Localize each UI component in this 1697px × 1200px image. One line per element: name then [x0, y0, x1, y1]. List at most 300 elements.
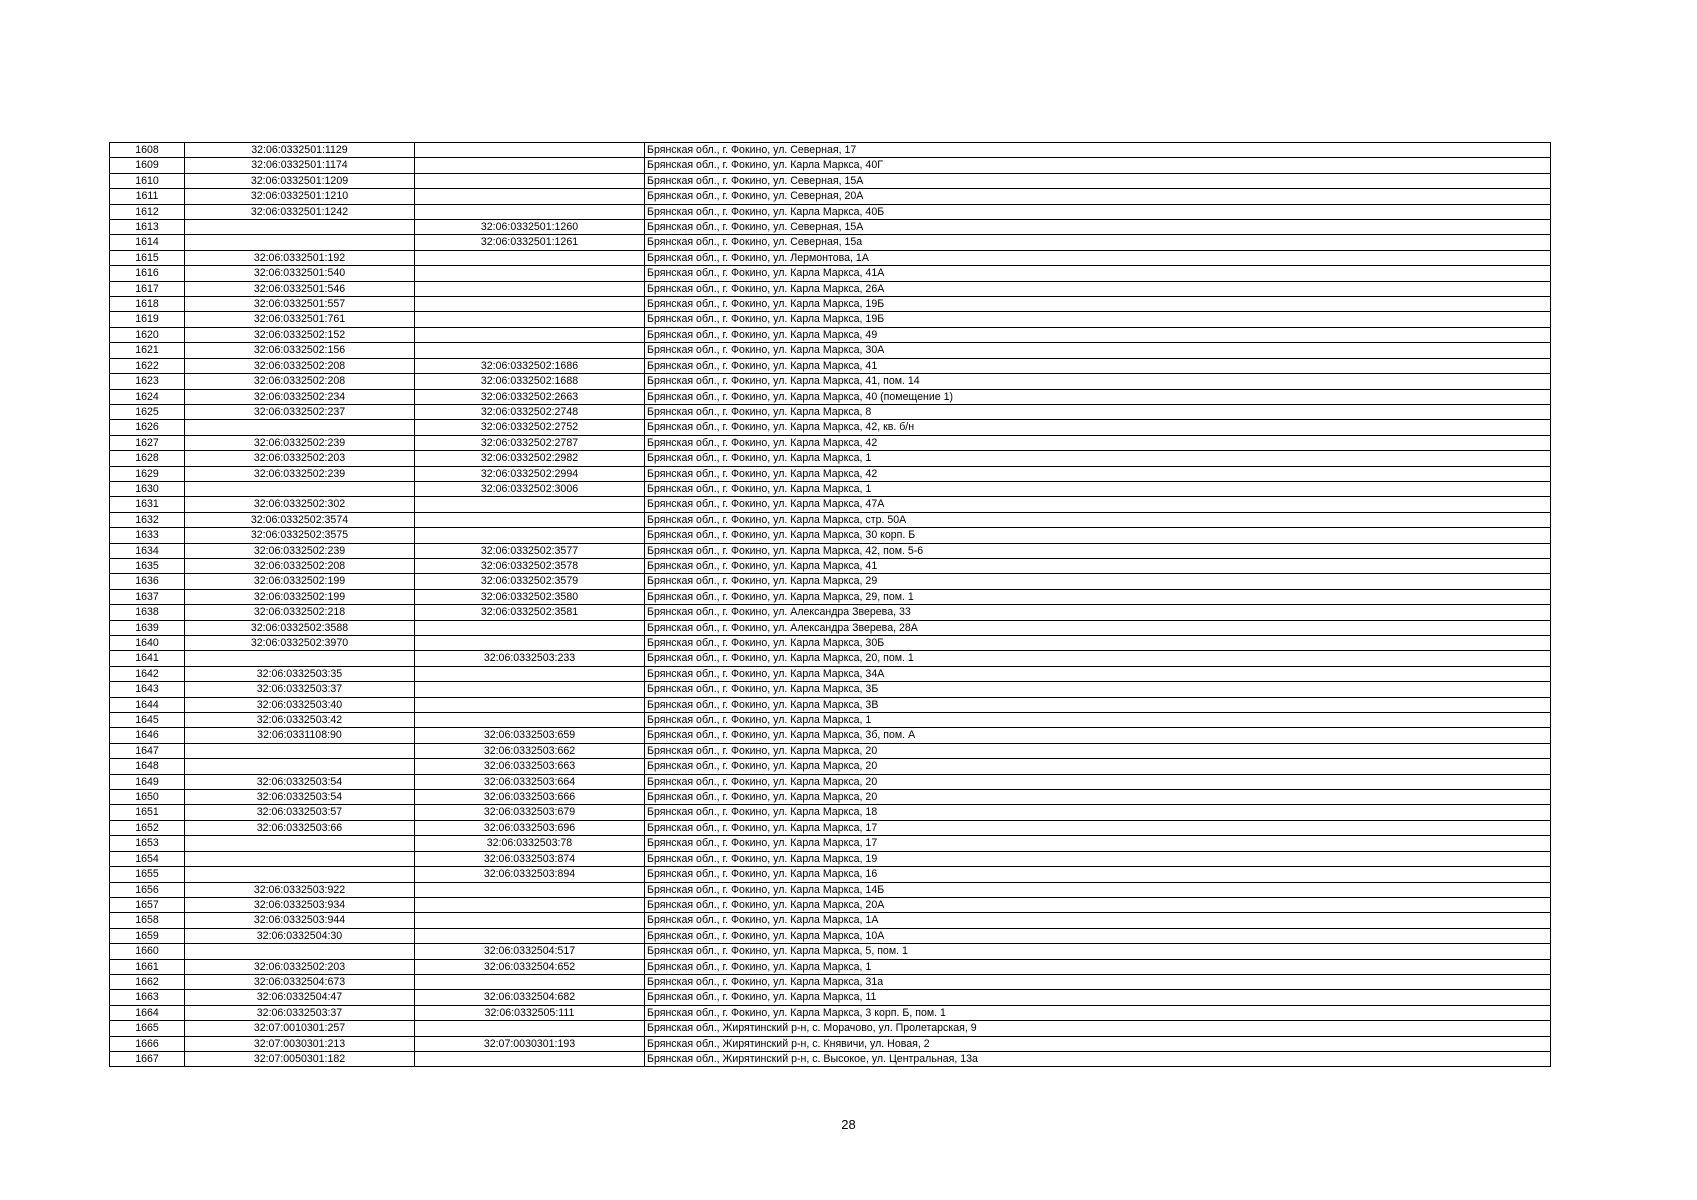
row-number-cell: 1661 — [110, 959, 185, 974]
table-row — [110, 974, 1551, 989]
address-cell: Брянская обл., г. Фокино, ул. Карла Маркса, 30А — [645, 343, 1551, 358]
building-cadastral-number-cell: 32:06:0332501:1261 — [415, 235, 645, 250]
land-cadastral-number-cell: 32:06:0332502:239 — [185, 466, 415, 481]
building-cadastral-number-cell: 32:06:0332502:3579 — [415, 574, 645, 589]
address-cell: Брянская обл., г. Фокино, ул. Карла Маркса, 49 — [645, 327, 1551, 342]
row-number-cell: 1665 — [110, 1021, 185, 1036]
building-cadastral-number-cell: 32:06:0332503:663 — [415, 759, 645, 774]
land-cadastral-number-cell: 32:06:0332503:934 — [185, 897, 415, 912]
building-cadastral-number-cell: 32:06:0332502:3577 — [415, 543, 645, 558]
address-cell: Брянская обл., г. Фокино, ул. Карла Маркса, 11 — [645, 990, 1551, 1005]
building-cadastral-number-cell: 32:06:0332503:874 — [415, 851, 645, 866]
row-number-cell: 1641 — [110, 651, 185, 666]
table-row — [110, 743, 1551, 758]
row-number-cell: 1662 — [110, 974, 185, 989]
land-cadastral-number-cell: 32:06:0332503:42 — [185, 713, 415, 728]
address-cell: Брянская обл., г. Фокино, ул. Карла Маркса, 47А — [645, 497, 1551, 512]
table-row — [110, 451, 1551, 466]
row-number-cell: 1638 — [110, 605, 185, 620]
land-cadastral-number-cell: 32:06:0332502:156 — [185, 343, 415, 358]
row-number-cell: 1621 — [110, 343, 185, 358]
table-row — [110, 759, 1551, 774]
row-number-cell: 1609 — [110, 158, 185, 173]
land-cadastral-number-cell: 32:06:0332502:239 — [185, 543, 415, 558]
land-cadastral-number-cell: 32:06:0332501:761 — [185, 312, 415, 327]
land-cadastral-number-cell: 32:06:0332501:1129 — [185, 143, 415, 158]
building-cadastral-number-cell — [415, 1051, 645, 1066]
table-row — [110, 728, 1551, 743]
row-number-cell: 1643 — [110, 682, 185, 697]
table-row — [110, 204, 1551, 219]
table-row — [110, 512, 1551, 527]
address-cell: Брянская обл., Жирятинский р-н, с. Княвичи, ул. Новая, 2 — [645, 1036, 1551, 1051]
row-number-cell: 1627 — [110, 435, 185, 450]
building-cadastral-number-cell — [415, 297, 645, 312]
table-row — [110, 1021, 1551, 1036]
row-number-cell: 1644 — [110, 697, 185, 712]
row-number-cell: 1620 — [110, 327, 185, 342]
building-cadastral-number-cell: 32:06:0332501:1260 — [415, 220, 645, 235]
building-cadastral-number-cell — [415, 189, 645, 204]
table-row — [110, 297, 1551, 312]
building-cadastral-number-cell — [415, 1021, 645, 1036]
row-number-cell: 1640 — [110, 636, 185, 651]
table-row — [110, 666, 1551, 681]
row-number-cell: 1617 — [110, 281, 185, 296]
row-number-cell: 1647 — [110, 743, 185, 758]
table-row — [110, 913, 1551, 928]
table-row — [110, 1005, 1551, 1020]
address-cell: Брянская обл., г. Фокино, ул. Карла Маркса, 31а — [645, 974, 1551, 989]
row-number-cell: 1656 — [110, 882, 185, 897]
building-cadastral-number-cell — [415, 928, 645, 943]
table-row — [110, 404, 1551, 419]
row-number-cell: 1651 — [110, 805, 185, 820]
land-cadastral-number-cell: 32:06:0332503:66 — [185, 820, 415, 835]
address-cell: Брянская обл., г. Фокино, ул. Карла Маркса, 19 — [645, 851, 1551, 866]
address-cell: Брянская обл., г. Фокино, ул. Карла Маркса, 3В — [645, 697, 1551, 712]
address-cell: Брянская обл., г. Фокино, ул. Карла Маркса, 19Б — [645, 297, 1551, 312]
table-row — [110, 897, 1551, 912]
building-cadastral-number-cell: 32:06:0332502:2663 — [415, 389, 645, 404]
row-number-cell: 1632 — [110, 512, 185, 527]
land-cadastral-number-cell — [185, 944, 415, 959]
row-number-cell: 1648 — [110, 759, 185, 774]
land-cadastral-number-cell: 32:06:0332501:1210 — [185, 189, 415, 204]
land-cadastral-number-cell — [185, 420, 415, 435]
land-cadastral-number-cell: 32:06:0332502:3575 — [185, 528, 415, 543]
address-cell: Брянская обл., г. Фокино, ул. Северная, 15А — [645, 173, 1551, 188]
row-number-cell: 1636 — [110, 574, 185, 589]
building-cadastral-number-cell: 32:06:0332502:2982 — [415, 451, 645, 466]
building-cadastral-number-cell: 32:06:0332504:682 — [415, 990, 645, 1005]
building-cadastral-number-cell: 32:06:0332504:517 — [415, 944, 645, 959]
address-cell: Брянская обл., г. Фокино, ул. Карла Маркса, 3Б — [645, 682, 1551, 697]
land-cadastral-number-cell: 32:06:0332504:30 — [185, 928, 415, 943]
building-cadastral-number-cell: 32:06:0332502:2994 — [415, 466, 645, 481]
building-cadastral-number-cell — [415, 343, 645, 358]
row-number-cell: 1628 — [110, 451, 185, 466]
address-cell: Брянская обл., г. Фокино, ул. Карла Маркса, 17 — [645, 820, 1551, 835]
address-cell: Брянская обл., Жирятинский р-н, с. Высокое, ул. Центральная, 13а — [645, 1051, 1551, 1066]
land-cadastral-number-cell: 32:06:0332503:57 — [185, 805, 415, 820]
building-cadastral-number-cell — [415, 312, 645, 327]
row-number-cell: 1663 — [110, 990, 185, 1005]
table-row — [110, 682, 1551, 697]
address-cell: Брянская обл., г. Фокино, ул. Карла Маркса, 5, пом. 1 — [645, 944, 1551, 959]
address-cell: Брянская обл., г. Фокино, ул. Карла Маркса, 40Г — [645, 158, 1551, 173]
building-cadastral-number-cell: 32:06:0332502:2787 — [415, 435, 645, 450]
table-row — [110, 867, 1551, 882]
land-cadastral-number-cell: 32:06:0332502:208 — [185, 558, 415, 573]
row-number-cell: 1664 — [110, 1005, 185, 1020]
address-cell: Брянская обл., г. Фокино, ул. Карла Маркса, 30Б — [645, 636, 1551, 651]
table-row — [110, 435, 1551, 450]
address-cell: Брянская обл., г. Фокино, ул. Карла Маркса, 20 — [645, 790, 1551, 805]
address-cell: Брянская обл., г. Фокино, ул. Северная, 20А — [645, 189, 1551, 204]
building-cadastral-number-cell — [415, 158, 645, 173]
row-number-cell: 1626 — [110, 420, 185, 435]
table-row — [110, 636, 1551, 651]
building-cadastral-number-cell — [415, 512, 645, 527]
land-cadastral-number-cell — [185, 867, 415, 882]
row-number-cell: 1612 — [110, 204, 185, 219]
land-cadastral-number-cell: 32:06:0332503:37 — [185, 1005, 415, 1020]
table-row — [110, 836, 1551, 851]
building-cadastral-number-cell: 32:06:0332502:3578 — [415, 558, 645, 573]
address-cell: Брянская обл., г. Фокино, ул. Карла Маркса, 42, пом. 5-6 — [645, 543, 1551, 558]
building-cadastral-number-cell — [415, 682, 645, 697]
land-cadastral-number-cell: 32:06:0332503:944 — [185, 913, 415, 928]
address-cell: Брянская обл., г. Фокино, ул. Александра Зверева, 28А — [645, 620, 1551, 635]
table-row — [110, 820, 1551, 835]
address-cell: Брянская обл., г. Фокино, ул. Карла Маркса, 16 — [645, 867, 1551, 882]
building-cadastral-number-cell — [415, 697, 645, 712]
land-cadastral-number-cell: 32:06:0332502:3588 — [185, 620, 415, 635]
address-cell: Брянская обл., г. Фокино, ул. Карла Маркса, 14Б — [645, 882, 1551, 897]
table-row — [110, 266, 1551, 281]
land-cadastral-number-cell: 32:06:0332501:557 — [185, 297, 415, 312]
land-cadastral-number-cell: 32:06:0332502:203 — [185, 959, 415, 974]
building-cadastral-number-cell — [415, 173, 645, 188]
land-cadastral-number-cell — [185, 235, 415, 250]
row-number-cell: 1657 — [110, 897, 185, 912]
row-number-cell: 1649 — [110, 774, 185, 789]
land-cadastral-number-cell: 32:06:0332502:218 — [185, 605, 415, 620]
table-row — [110, 235, 1551, 250]
address-cell: Брянская обл., г. Фокино, ул. Карла Маркса, 3 корп. Б, пом. 1 — [645, 1005, 1551, 1020]
land-cadastral-number-cell: 32:06:0332503:40 — [185, 697, 415, 712]
address-cell: Брянская обл., г. Фокино, ул. Карла Маркса, 41 — [645, 358, 1551, 373]
building-cadastral-number-cell: 32:06:0332502:2752 — [415, 420, 645, 435]
address-cell: Брянская обл., г. Фокино, ул. Карла Маркса, 18 — [645, 805, 1551, 820]
row-number-cell: 1625 — [110, 404, 185, 419]
row-number-cell: 1659 — [110, 928, 185, 943]
building-cadastral-number-cell — [415, 250, 645, 265]
building-cadastral-number-cell: 32:06:0332503:233 — [415, 651, 645, 666]
address-cell: Брянская обл., г. Фокино, ул. Северная, 15а — [645, 235, 1551, 250]
table-row — [110, 805, 1551, 820]
building-cadastral-number-cell: 32:06:0332503:659 — [415, 728, 645, 743]
row-number-cell: 1654 — [110, 851, 185, 866]
building-cadastral-number-cell — [415, 204, 645, 219]
row-number-cell: 1614 — [110, 235, 185, 250]
table-row — [110, 327, 1551, 342]
table-row — [110, 713, 1551, 728]
address-cell: Брянская обл., г. Фокино, ул. Карла Маркса, 1 — [645, 959, 1551, 974]
land-cadastral-number-cell: 32:06:0332501:540 — [185, 266, 415, 281]
building-cadastral-number-cell: 32:06:0332502:3006 — [415, 481, 645, 496]
table-row — [110, 589, 1551, 604]
address-cell: Брянская обл., г. Фокино, ул. Карла Маркса, 20 — [645, 743, 1551, 758]
table-row — [110, 990, 1551, 1005]
table-row — [110, 851, 1551, 866]
land-cadastral-number-cell — [185, 759, 415, 774]
building-cadastral-number-cell: 32:06:0332503:696 — [415, 820, 645, 835]
building-cadastral-number-cell — [415, 528, 645, 543]
land-cadastral-number-cell: 32:06:0332503:922 — [185, 882, 415, 897]
building-cadastral-number-cell: 32:06:0332503:664 — [415, 774, 645, 789]
row-number-cell: 1650 — [110, 790, 185, 805]
table-row — [110, 543, 1551, 558]
row-number-cell: 1653 — [110, 836, 185, 851]
building-cadastral-number-cell: 32:06:0332503:894 — [415, 867, 645, 882]
land-cadastral-number-cell: 32:07:0030301:213 — [185, 1036, 415, 1051]
building-cadastral-number-cell: 32:07:0030301:193 — [415, 1036, 645, 1051]
table-row — [110, 343, 1551, 358]
row-number-cell: 1634 — [110, 543, 185, 558]
row-number-cell: 1610 — [110, 173, 185, 188]
address-cell: Брянская обл., г. Фокино, ул. Карла Маркса, 3б, пом. А — [645, 728, 1551, 743]
row-number-cell: 1624 — [110, 389, 185, 404]
land-cadastral-number-cell: 32:06:0331108:90 — [185, 728, 415, 743]
building-cadastral-number-cell — [415, 666, 645, 681]
row-number-cell: 1660 — [110, 944, 185, 959]
row-number-cell: 1655 — [110, 867, 185, 882]
building-cadastral-number-cell: 32:06:0332503:78 — [415, 836, 645, 851]
row-number-cell: 1623 — [110, 374, 185, 389]
land-cadastral-number-cell: 32:06:0332502:203 — [185, 451, 415, 466]
building-cadastral-number-cell — [415, 636, 645, 651]
building-cadastral-number-cell — [415, 713, 645, 728]
table-row — [110, 250, 1551, 265]
land-cadastral-number-cell — [185, 220, 415, 235]
table-row — [110, 697, 1551, 712]
address-cell: Брянская обл., г. Фокино, ул. Карла Маркса, 20, пом. 1 — [645, 651, 1551, 666]
row-number-cell: 1667 — [110, 1051, 185, 1066]
table-row — [110, 173, 1551, 188]
table-row — [110, 481, 1551, 496]
building-cadastral-number-cell — [415, 897, 645, 912]
building-cadastral-number-cell: 32:06:0332502:1688 — [415, 374, 645, 389]
table-row — [110, 466, 1551, 481]
table-row — [110, 497, 1551, 512]
land-cadastral-number-cell: 32:06:0332503:35 — [185, 666, 415, 681]
row-number-cell: 1629 — [110, 466, 185, 481]
building-cadastral-number-cell — [415, 143, 645, 158]
table-row — [110, 944, 1551, 959]
building-cadastral-number-cell: 32:06:0332502:3580 — [415, 589, 645, 604]
address-cell: Брянская обл., г. Фокино, ул. Карла Маркса, 42 — [645, 466, 1551, 481]
address-cell: Брянская обл., г. Фокино, ул. Карла Маркса, 19Б — [645, 312, 1551, 327]
registry-table — [109, 142, 1551, 1067]
table-row — [110, 928, 1551, 943]
address-cell: Брянская обл., г. Фокино, ул. Карла Маркса, 40 (помещение 1) — [645, 389, 1551, 404]
row-number-cell: 1637 — [110, 589, 185, 604]
row-number-cell: 1619 — [110, 312, 185, 327]
land-cadastral-number-cell: 32:06:0332502:234 — [185, 389, 415, 404]
land-cadastral-number-cell: 32:06:0332501:546 — [185, 281, 415, 296]
registry-table-body — [110, 143, 1551, 1067]
address-cell: Брянская обл., г. Фокино, ул. Александра Зверева, 33 — [645, 605, 1551, 620]
building-cadastral-number-cell — [415, 281, 645, 296]
row-number-cell: 1631 — [110, 497, 185, 512]
address-cell: Брянская обл., г. Фокино, ул. Карла Маркса, 1 — [645, 481, 1551, 496]
building-cadastral-number-cell: 32:06:0332502:2748 — [415, 404, 645, 419]
row-number-cell: 1633 — [110, 528, 185, 543]
row-number-cell: 1630 — [110, 481, 185, 496]
land-cadastral-number-cell: 32:06:0332501:192 — [185, 250, 415, 265]
address-cell: Брянская обл., г. Фокино, ул. Северная, 15А — [645, 220, 1551, 235]
table-row — [110, 420, 1551, 435]
table-row — [110, 882, 1551, 897]
table-row — [110, 281, 1551, 296]
land-cadastral-number-cell: 32:06:0332504:47 — [185, 990, 415, 1005]
address-cell: Брянская обл., г. Фокино, ул. Карла Маркса, стр. 50А — [645, 512, 1551, 527]
land-cadastral-number-cell: 32:06:0332502:302 — [185, 497, 415, 512]
row-number-cell: 1622 — [110, 358, 185, 373]
land-cadastral-number-cell — [185, 651, 415, 666]
address-cell: Брянская обл., Жирятинский р-н, с. Морачово, ул. Пролетарская, 9 — [645, 1021, 1551, 1036]
address-cell: Брянская обл., г. Фокино, ул. Карла Маркса, 8 — [645, 404, 1551, 419]
row-number-cell: 1608 — [110, 143, 185, 158]
address-cell: Брянская обл., г. Фокино, ул. Карла Маркса, 42, кв. б/н — [645, 420, 1551, 435]
address-cell: Брянская обл., г. Фокино, ул. Карла Маркса, 29 — [645, 574, 1551, 589]
table-row — [110, 143, 1551, 158]
address-cell: Брянская обл., г. Фокино, ул. Карла Маркса, 34А — [645, 666, 1551, 681]
row-number-cell: 1639 — [110, 620, 185, 635]
table-row — [110, 605, 1551, 620]
building-cadastral-number-cell: 32:06:0332503:666 — [415, 790, 645, 805]
building-cadastral-number-cell: 32:06:0332502:3581 — [415, 605, 645, 620]
address-cell: Брянская обл., г. Фокино, ул. Карла Маркса, 29, пом. 1 — [645, 589, 1551, 604]
building-cadastral-number-cell — [415, 882, 645, 897]
address-cell: Брянская обл., г. Фокино, ул. Карла Маркса, 17 — [645, 836, 1551, 851]
table-row — [110, 189, 1551, 204]
table-row — [110, 374, 1551, 389]
table-row — [110, 558, 1551, 573]
address-cell: Брянская обл., г. Фокино, ул. Карла Маркса, 20 — [645, 759, 1551, 774]
table-row — [110, 574, 1551, 589]
table-row — [110, 528, 1551, 543]
row-number-cell: 1616 — [110, 266, 185, 281]
table-row — [110, 358, 1551, 373]
address-cell: Брянская обл., г. Фокино, ул. Карла Маркса, 20А — [645, 897, 1551, 912]
land-cadastral-number-cell: 32:06:0332501:1242 — [185, 204, 415, 219]
address-cell: Брянская обл., г. Фокино, ул. Северная, 17 — [645, 143, 1551, 158]
building-cadastral-number-cell: 32:06:0332503:679 — [415, 805, 645, 820]
table-row — [110, 959, 1551, 974]
address-cell: Брянская обл., г. Фокино, ул. Карла Маркса, 30 корп. Б — [645, 528, 1551, 543]
building-cadastral-number-cell — [415, 497, 645, 512]
land-cadastral-number-cell: 32:06:0332501:1174 — [185, 158, 415, 173]
building-cadastral-number-cell — [415, 327, 645, 342]
row-number-cell: 1658 — [110, 913, 185, 928]
land-cadastral-number-cell: 32:06:0332502:237 — [185, 404, 415, 419]
address-cell: Брянская обл., г. Фокино, ул. Карла Маркса, 10А — [645, 928, 1551, 943]
address-cell: Брянская обл., г. Фокино, ул. Карла Маркса, 41, пом. 14 — [645, 374, 1551, 389]
table-row — [110, 774, 1551, 789]
table-row — [110, 158, 1551, 173]
building-cadastral-number-cell — [415, 266, 645, 281]
land-cadastral-number-cell: 32:06:0332501:1209 — [185, 173, 415, 188]
row-number-cell: 1666 — [110, 1036, 185, 1051]
land-cadastral-number-cell: 32:06:0332502:199 — [185, 589, 415, 604]
table-row — [110, 651, 1551, 666]
address-cell: Брянская обл., г. Фокино, ул. Карла Маркса, 40Б — [645, 204, 1551, 219]
address-cell: Брянская обл., г. Фокино, ул. Карла Маркса, 1А — [645, 913, 1551, 928]
row-number-cell: 1613 — [110, 220, 185, 235]
land-cadastral-number-cell: 32:06:0332502:3970 — [185, 636, 415, 651]
land-cadastral-number-cell: 32:06:0332503:54 — [185, 774, 415, 789]
land-cadastral-number-cell — [185, 851, 415, 866]
land-cadastral-number-cell: 32:06:0332504:673 — [185, 974, 415, 989]
land-cadastral-number-cell: 32:06:0332502:208 — [185, 358, 415, 373]
row-number-cell: 1611 — [110, 189, 185, 204]
table-row — [110, 620, 1551, 635]
building-cadastral-number-cell: 32:06:0332505:111 — [415, 1005, 645, 1020]
land-cadastral-number-cell: 32:07:0010301:257 — [185, 1021, 415, 1036]
table-row — [110, 389, 1551, 404]
land-cadastral-number-cell: 32:06:0332502:208 — [185, 374, 415, 389]
land-cadastral-number-cell — [185, 836, 415, 851]
row-number-cell: 1618 — [110, 297, 185, 312]
building-cadastral-number-cell — [415, 620, 645, 635]
land-cadastral-number-cell: 32:06:0332503:37 — [185, 682, 415, 697]
address-cell: Брянская обл., г. Фокино, ул. Карла Маркса, 42 — [645, 435, 1551, 450]
building-cadastral-number-cell: 32:06:0332502:1686 — [415, 358, 645, 373]
land-cadastral-number-cell — [185, 743, 415, 758]
building-cadastral-number-cell — [415, 913, 645, 928]
row-number-cell: 1635 — [110, 558, 185, 573]
row-number-cell: 1615 — [110, 250, 185, 265]
address-cell: Брянская обл., г. Фокино, ул. Лермонтова, 1А — [645, 250, 1551, 265]
address-cell: Брянская обл., г. Фокино, ул. Карла Маркса, 20 — [645, 774, 1551, 789]
land-cadastral-number-cell: 32:06:0332503:54 — [185, 790, 415, 805]
land-cadastral-number-cell — [185, 481, 415, 496]
table-row — [110, 1036, 1551, 1051]
row-number-cell: 1645 — [110, 713, 185, 728]
table-row — [110, 790, 1551, 805]
row-number-cell: 1642 — [110, 666, 185, 681]
building-cadastral-number-cell: 32:06:0332504:652 — [415, 959, 645, 974]
land-cadastral-number-cell: 32:06:0332502:152 — [185, 327, 415, 342]
row-number-cell: 1646 — [110, 728, 185, 743]
row-number-cell: 1652 — [110, 820, 185, 835]
table-row — [110, 220, 1551, 235]
building-cadastral-number-cell: 32:06:0332503:662 — [415, 743, 645, 758]
address-cell: Брянская обл., г. Фокино, ул. Карла Маркса, 41А — [645, 266, 1551, 281]
table-row — [110, 1051, 1551, 1066]
table-row — [110, 312, 1551, 327]
page-number: 28 — [841, 1117, 856, 1132]
building-cadastral-number-cell — [415, 974, 645, 989]
address-cell: Брянская обл., г. Фокино, ул. Карла Маркса, 41 — [645, 558, 1551, 573]
address-cell: Брянская обл., г. Фокино, ул. Карла Маркса, 1 — [645, 451, 1551, 466]
address-cell: Брянская обл., г. Фокино, ул. Карла Маркса, 26А — [645, 281, 1551, 296]
address-cell: Брянская обл., г. Фокино, ул. Карла Маркса, 1 — [645, 713, 1551, 728]
land-cadastral-number-cell: 32:07:0050301:182 — [185, 1051, 415, 1066]
